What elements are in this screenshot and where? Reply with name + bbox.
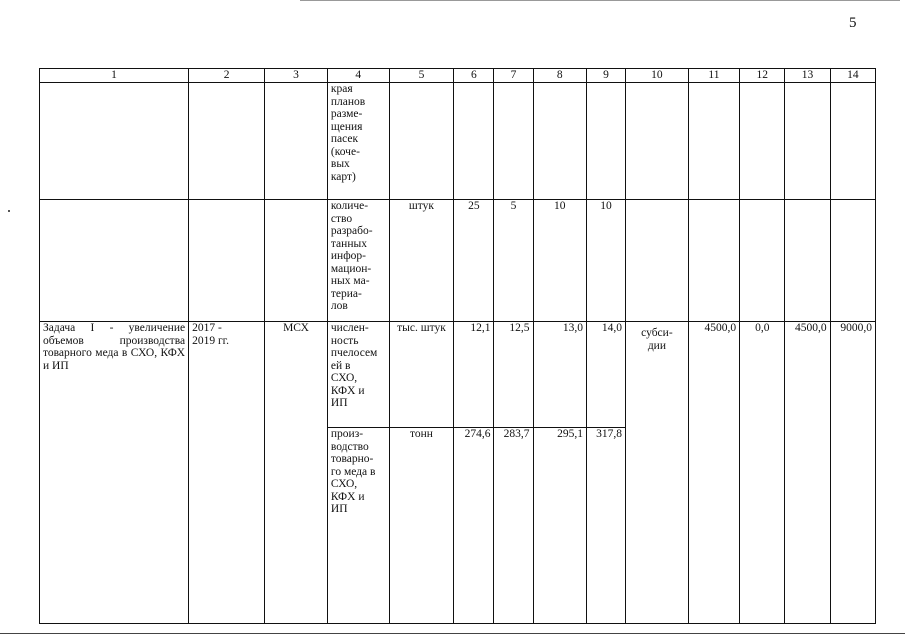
table-cell (389, 83, 454, 200)
task-description: Задача I - увеличение объемов производства товарного меда в СХО, КФХ и ИП (40, 322, 189, 624)
table-cell (626, 83, 689, 200)
table-cell (189, 83, 265, 200)
column-number-5: 5 (389, 69, 454, 83)
table-cell (830, 200, 875, 322)
table-cell (40, 200, 189, 322)
page-number: 5 (849, 15, 857, 31)
table-cell (533, 83, 586, 200)
column-number-9: 9 (586, 69, 625, 83)
column-number-8: 8 (533, 69, 586, 83)
table-header-row (40, 69, 876, 83)
value-cell-6: 25 (454, 200, 494, 322)
margin-mark (8, 210, 10, 212)
value-cell-7: 283,7 (494, 428, 533, 624)
funding-form-cell: субси- дии (626, 322, 689, 624)
program-table (39, 68, 876, 624)
top-rule (300, 0, 900, 4)
table-cell (265, 200, 328, 322)
column-number-10: 10 (626, 69, 689, 83)
table-cell (785, 83, 830, 200)
table-cell (626, 200, 689, 322)
value-cell-9: 317,8 (586, 428, 625, 624)
indicator-bee-colonies: числен- ность пчелосем ей в СХО, КФХ и ИП (327, 322, 389, 428)
value-cell-7: 5 (494, 200, 533, 322)
bottom-rule (0, 633, 905, 634)
table-cell (830, 83, 875, 200)
column-number-3: 3 (265, 69, 328, 83)
unit-cell: тонн (389, 428, 454, 624)
table-cell (740, 200, 785, 322)
value-cell-9: 10 (586, 200, 625, 322)
table-cell (688, 200, 739, 322)
table-cell (586, 83, 625, 200)
value-cell-6: 12,1 (454, 322, 494, 428)
table-cell (494, 83, 533, 200)
indicator-honey-production: произ- водство товарно- го меда в СХО, КФХ и ИП (327, 428, 389, 624)
value-cell-7: 12,5 (494, 322, 533, 428)
table-cell (40, 83, 189, 200)
table-row (40, 200, 876, 322)
column-number-11: 11 (688, 69, 739, 83)
unit-cell: штук (389, 200, 454, 322)
value-cell-12: 0,0 (740, 322, 785, 624)
column-number-2: 2 (189, 69, 265, 83)
table-cell (454, 83, 494, 200)
table-row (40, 322, 876, 428)
table-cell (785, 200, 830, 322)
table-cell (688, 83, 739, 200)
column-number-12: 12 (740, 69, 785, 83)
value-cell-9: 14,0 (586, 322, 625, 428)
value-cell-8: 10 (533, 200, 586, 322)
unit-cell: тыс. штук (389, 322, 454, 428)
value-cell-11: 4500,0 (688, 322, 739, 624)
table-row (40, 83, 876, 200)
column-number-13: 13 (785, 69, 830, 83)
column-number-6: 6 (454, 69, 494, 83)
indicator-continuation: края планов разме- щения пасек (коче- вых карт) (327, 83, 389, 200)
column-number-4: 4 (327, 69, 389, 83)
table-cell (740, 83, 785, 200)
column-number-1: 1 (40, 69, 189, 83)
indicator-info-materials: количе- ство разрабо- танных инфор- мацион- ных ма- териа- лов (327, 200, 389, 322)
column-number-14: 14 (830, 69, 875, 83)
executor-cell: МСХ (265, 322, 328, 624)
table-cell (265, 83, 328, 200)
value-cell-8: 295,1 (533, 428, 586, 624)
period-cell: 2017 - 2019 гг. (189, 322, 265, 624)
value-cell-14: 9000,0 (830, 322, 875, 624)
column-number-7: 7 (494, 69, 533, 83)
table-cell (189, 200, 265, 322)
value-cell-6: 274,6 (454, 428, 494, 624)
value-cell-13: 4500,0 (785, 322, 830, 624)
value-cell-8: 13,0 (533, 322, 586, 428)
